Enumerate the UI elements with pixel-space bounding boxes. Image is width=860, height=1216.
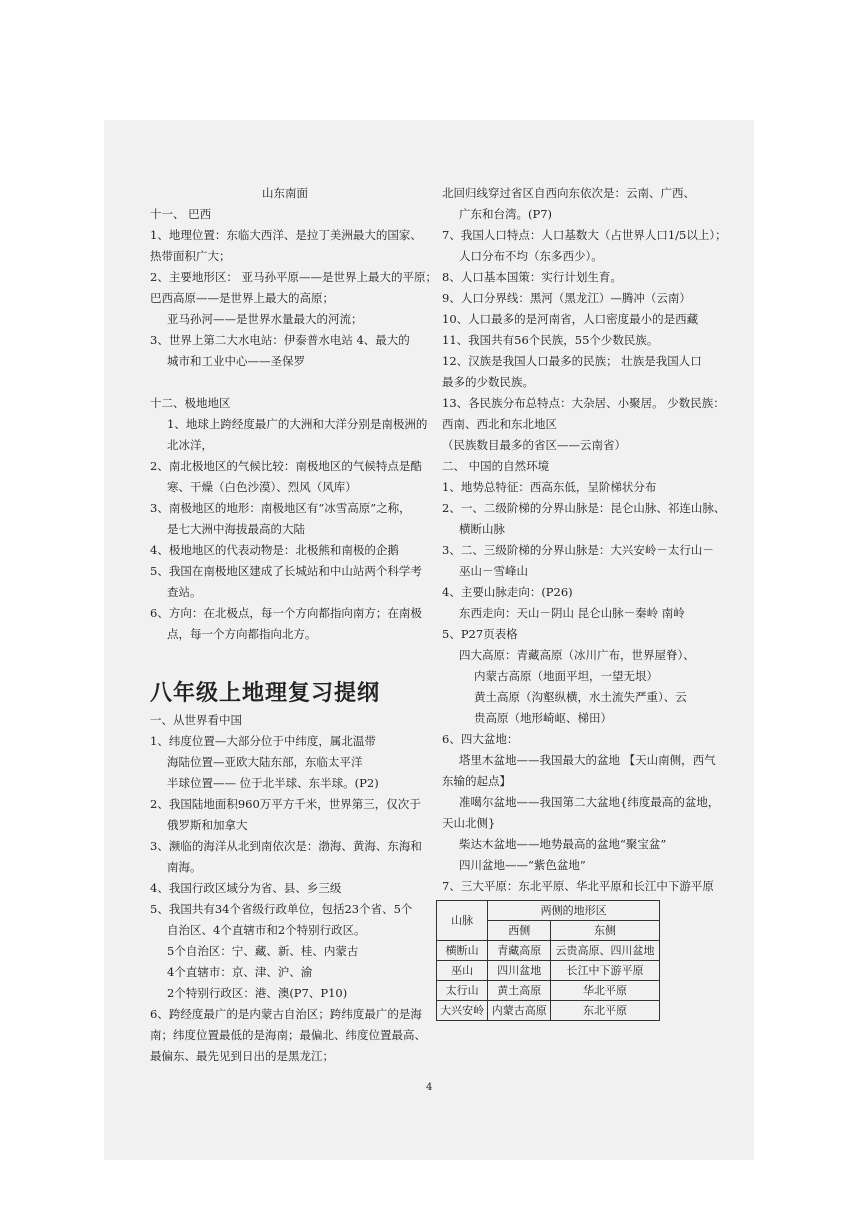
text-line: 海陆位置—亚欧大陆东部，东临太平洋: [167, 755, 363, 769]
text-line: 5、P27页表格: [442, 627, 518, 641]
table-cell: 华北平原: [551, 981, 660, 1001]
table-row: [437, 1001, 660, 1021]
text-line: 5、我国在南极地区建成了长城站和中山站两个科学考: [150, 564, 422, 578]
text-line: 5、我国共有34个省级行政单位，包括23个省、5个: [150, 902, 413, 916]
text-line: 7、我国人口特点：人口基数大（占世界人口1/5以上）；: [442, 228, 727, 242]
header-cell: 两侧的地形区: [488, 901, 660, 921]
text-line: 俄罗斯和加拿大: [167, 818, 248, 832]
text-line: 2、主要地形区： 亚马孙平原——是世界上最大的平原；: [150, 270, 437, 284]
page-title: 八年级上地理复习提纲: [150, 681, 381, 706]
text-line: 5个自治区：宁、藏、新、桂、内蒙古: [167, 944, 359, 958]
text-line: 4、极地地区的代表动物是：北极熊和南极的企鹅: [150, 543, 399, 557]
text-line: 黄土高原（沟壑纵横，水土流失严重）、云: [474, 690, 687, 704]
text-line: 寒、干燥（白色沙漠）、烈风（风库）: [167, 480, 357, 494]
text-line: 2、一、二级阶梯的分界山脉是：昆仑山脉、祁连山脉、: [442, 501, 726, 515]
table-header-row: [437, 901, 660, 921]
text-line: 北回归线穿过省区自西向东依次是：云南、广西、: [442, 186, 695, 200]
table-cell: 黄土高原: [488, 981, 551, 1001]
header-cell: 东侧: [551, 921, 660, 941]
text-line: 3、濒临的海洋从北到南依次是：渤海、黄海、东海和: [150, 839, 422, 853]
left-column-top: [150, 183, 437, 645]
text-line: 西南、西北和东北地区: [442, 417, 557, 431]
left-column-bottom: [150, 710, 426, 1067]
text-line: 最多的少数民族。: [442, 375, 534, 389]
terrain-table: [436, 900, 660, 1021]
text-line: 4、主要山脉走向：(P26): [442, 585, 573, 599]
text-line: 1、地势总特征：西高东低，呈阶梯状分布: [442, 480, 657, 494]
text-line: 热带面积广大；: [150, 249, 231, 263]
text-line: 4、我国行政区域分为省、县、乡三级: [150, 881, 342, 895]
table-cell: 横断山: [437, 941, 488, 961]
text-line: 亚马孙河——是世界水量最大的河流；: [167, 312, 363, 326]
text-line: 2个特别行政区：港、澳(P7、P10): [167, 986, 348, 1000]
table-cell: 长江中下游平原: [551, 961, 660, 981]
text-line: 2、我国陆地面积960万平方千米，世界第三，仅次于: [150, 797, 421, 811]
table-cell: 巫山: [437, 961, 488, 981]
text-line: 东西走向：天山－阴山 昆仑山脉－秦岭 南岭: [459, 606, 685, 620]
text-line: 查站。: [167, 585, 202, 599]
table-cell: 云贵高原、四川盆地: [551, 941, 660, 961]
text-line: 1、地理位置：东临大西洋、是拉丁美洲最大的国家、: [150, 228, 422, 242]
text-line: 天山北侧}: [442, 816, 496, 830]
text-line: 南海。: [167, 860, 202, 874]
text-line: 塔里木盆地——我国最大的盆地 【天山南侧，西气: [459, 753, 716, 767]
text-line: 人口分布不均（东多西少）。: [459, 249, 603, 263]
blank-line: [150, 372, 420, 393]
text-line: 点，每一个方向都指向北方。: [167, 627, 317, 641]
text-line: 内蒙古高原（地面平坦，一望无垠）: [474, 669, 658, 683]
text-line: 巴西高原——是世界上最大的高原；: [150, 291, 334, 305]
text-line: 12、汉族是我国人口最多的民族； 壮族是我国人口: [442, 354, 702, 368]
text-line: 南；纬度位置最低的是海南；最偏北、纬度位置最高、: [150, 1028, 426, 1042]
text-line: 13、各民族分布总特点：大杂居、小聚居。 少数民族：: [442, 396, 725, 410]
text-line: （民族数目最多的省区——云南省）: [442, 438, 626, 452]
text-line: 广东和台湾。(P7): [459, 207, 553, 221]
text-line: 最偏东、最先见到日出的是黑龙江；: [150, 1049, 334, 1063]
text-line: 半球位置—— 位于北半球、东半球。(P2): [167, 776, 379, 790]
text-line: 6、方向：在北极点，每一个方向都指向南方；在南极: [150, 606, 422, 620]
text-line: 10、人口最多的是河南省，人口密度最小的是西藏: [442, 312, 699, 326]
text-line: 横断山脉: [459, 522, 505, 536]
text-line: 4个直辖市：京、津、沪、渝: [167, 965, 313, 979]
text-line: 贵高原（地形崎岖、梯田）: [474, 711, 612, 725]
text-line: 9、人口分界线：黑河（黑龙江）—腾冲（云南）: [442, 291, 691, 305]
table-cell: 四川盆地: [488, 961, 551, 981]
right-column: [442, 183, 727, 897]
text-line: 1、纬度位置—大部分位于中纬度，属北温带: [150, 734, 376, 748]
text-line: 自治区、4个直辖市和2个特别行政区。: [167, 923, 366, 937]
table-cell: 东北平原: [551, 1001, 660, 1021]
section-heading: 一、从世界看中国: [150, 713, 242, 727]
table-row: [437, 981, 660, 1001]
text-line: 四川盆地——“紫色盆地”: [459, 858, 586, 872]
table-row: [437, 941, 660, 961]
table-cell: 青藏高原: [488, 941, 551, 961]
text-line: 3、南极地区的地形：南极地区有“冰雪高原”之称，: [150, 501, 411, 515]
header-cell: 山脉: [437, 901, 488, 941]
page-number: 4: [426, 1082, 433, 1093]
text-line: 北冰洋，: [167, 438, 213, 452]
text-line: 巫山－雪峰山: [459, 564, 528, 578]
table-cell: 太行山: [437, 981, 488, 1001]
text-line: 8、人口基本国策：实行计划生育。: [442, 270, 622, 284]
text-line: 3、二、三级阶梯的分界山脉是：大兴安岭－太行山－: [442, 543, 714, 557]
section-heading: 十一、 巴西: [150, 207, 212, 221]
text-line: 山东南面: [262, 186, 308, 200]
text-line: 11、我国共有56个民族，55个少数民族。: [442, 333, 659, 347]
text-line: 7、三大平原：东北平原、华北平原和长江中下游平原: [442, 879, 714, 893]
text-line: 2、南北极地区的气候比较：南极地区的气候特点是酷: [150, 459, 422, 473]
text-line: 城市和工业中心——圣保罗: [167, 354, 305, 368]
text-line: 1、地球上跨经度最广的大洲和大洋分别是南极洲的: [167, 417, 428, 431]
text-line: 准噶尔盆地——我国第二大盆地{纬度最高的盆地，: [459, 795, 720, 809]
text-line: 3、世界上第二大水电站：伊泰普水电站 4、最大的: [150, 333, 410, 347]
text-line: 东输的起点】: [442, 774, 511, 788]
section-heading: 十二、极地地区: [150, 396, 231, 410]
text-line: 是七大洲中海拔最高的大陆: [167, 522, 305, 536]
text-line: 柴达木盆地——地势最高的盆地“聚宝盆”: [459, 837, 667, 851]
section-heading: 二、 中国的自然环境: [442, 459, 550, 473]
table-cell: 大兴安岭: [437, 1001, 488, 1021]
table-row: [437, 961, 660, 981]
text-line: 6、四大盆地：: [442, 732, 519, 746]
table-cell: 内蒙古高原: [488, 1001, 551, 1021]
header-cell: 西侧: [488, 921, 551, 941]
text-line: 6、跨经度最广的是内蒙古自治区；跨纬度最广的是海: [150, 1007, 422, 1021]
text-line: 四大高原：青藏高原（冰川广布，世界屋脊）、: [459, 648, 695, 662]
